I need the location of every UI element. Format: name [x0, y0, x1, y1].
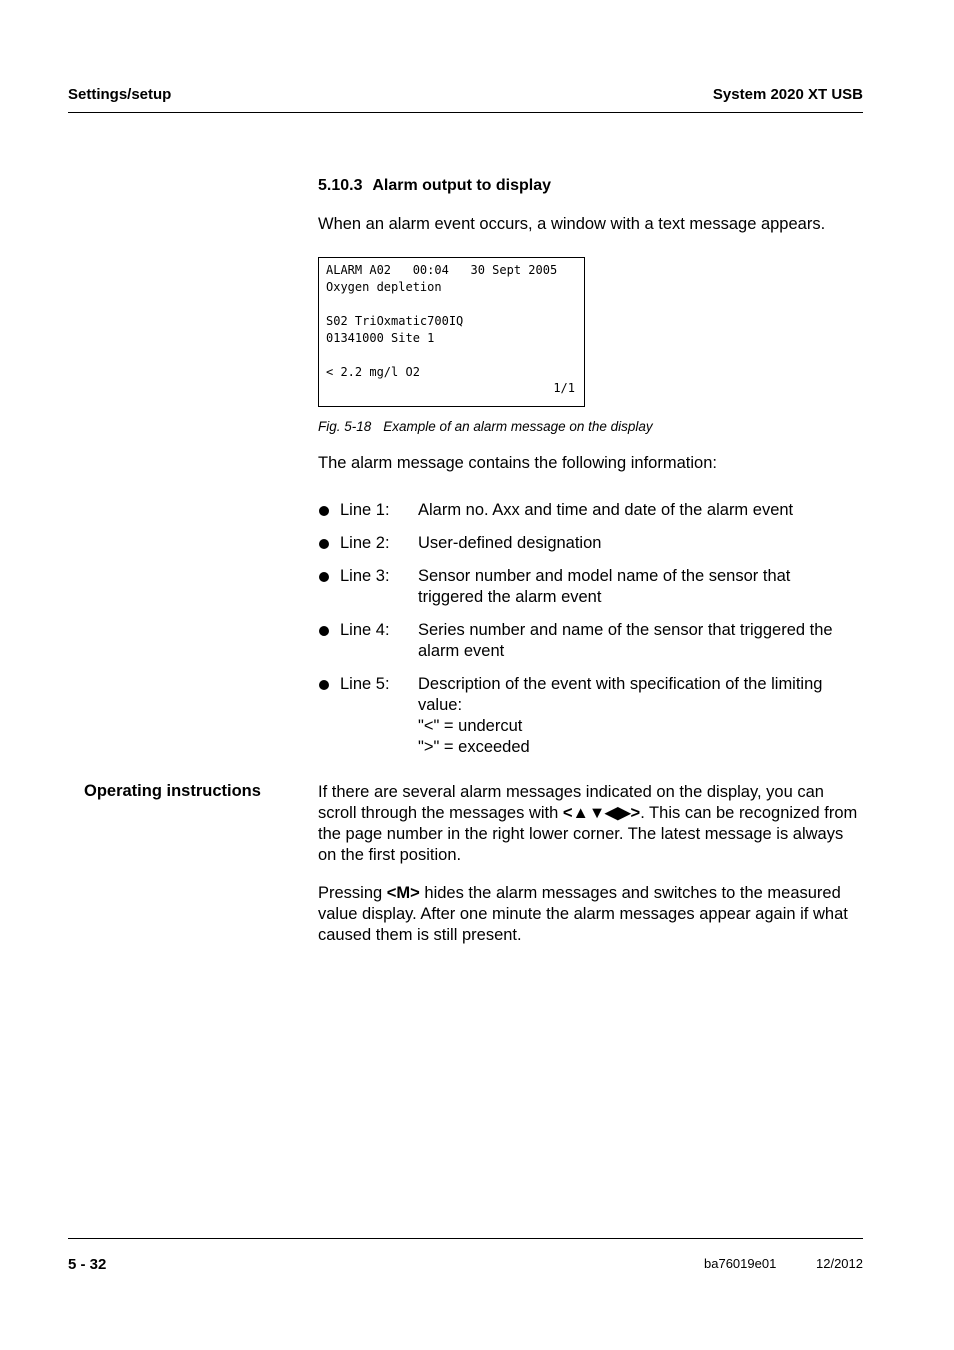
bullet-text: Alarm no. Axx and time and date of the alarm event [418, 501, 794, 519]
bullet-label: Line 1: [340, 501, 390, 519]
display-line: 01341000 Site 1 [326, 331, 435, 345]
bullet-text: Series number and name of the sensor that triggered the [418, 621, 833, 639]
list-item [318, 566, 863, 608]
bullet-text: User-defined designation [418, 534, 602, 552]
header-section-title: Settings/setup [68, 86, 172, 103]
bullet-text: value: [418, 696, 463, 714]
display-line: < 2.2 mg/l O2 [326, 365, 420, 379]
operating-paragraph-2 [318, 883, 863, 946]
list-item [318, 500, 863, 521]
arrow-keys-label: <▲▼◀▶> [562, 804, 641, 822]
bullet-label: Line 2: [340, 534, 390, 552]
bullet-icon [319, 506, 329, 516]
bullet-icon [319, 626, 329, 636]
list-item [318, 533, 863, 554]
display-line [326, 296, 584, 313]
bullet-label: Line 4: [340, 621, 390, 639]
bullet-text: triggered the alarm event [418, 588, 602, 606]
section-number: 5.10.3 [318, 177, 363, 194]
bullet-label: Line 3: [340, 567, 390, 585]
paragraph-text: If there are several alarm messages indicated on the display, you can scroll through the messages with [318, 783, 824, 822]
display-line [326, 347, 584, 364]
operating-instructions-heading: Operating instructions [84, 782, 261, 800]
bullet-icon [319, 572, 329, 582]
document-id: ba76019e01 [704, 1256, 777, 1271]
bullet-text: ">" = exceeded [418, 738, 530, 756]
figure-caption [318, 419, 653, 434]
list-item [318, 674, 863, 758]
bullet-list [318, 500, 863, 770]
paragraph-text: Pressing [318, 884, 387, 902]
section-heading [318, 177, 551, 195]
info-intro-paragraph: The alarm message contains the following information: [318, 454, 717, 472]
display-page-number: 1/1 [553, 381, 575, 395]
header-divider [68, 112, 863, 113]
figure-number: Fig. 5-18 [318, 419, 372, 434]
operating-paragraph-1 [318, 782, 863, 866]
header-product-name: System 2020 XT USB [712, 86, 863, 103]
paragraph-text: . This can be recognized from the page number in the right lower corner. The latest message is always on the first position. [318, 804, 858, 864]
bullet-icon [319, 680, 329, 690]
alarm-display-example [318, 257, 585, 407]
bullet-text: "<" = undercut [418, 717, 523, 735]
bullet-text: Sensor number and model name of the sensor that [418, 567, 791, 585]
intro-paragraph: When an alarm event occurs, a window with a text message appears. [318, 215, 826, 233]
display-line: ALARM A02 00:04 30 Sept 2005 [326, 263, 558, 277]
bullet-label: Line 5: [340, 675, 390, 693]
figure-caption-text: Example of an alarm message on the display [383, 419, 653, 434]
list-item [318, 620, 863, 662]
bullet-icon [319, 539, 329, 549]
page-number: 5 - 32 [68, 1256, 107, 1273]
section-title: Alarm output to display [372, 177, 552, 194]
document-date: 12/2012 [816, 1256, 863, 1271]
paragraph-text: hides the alarm messages and switches to the measured value display. After one minute the alarm messages appear again if what caused them is still present. [318, 884, 848, 944]
bullet-text: Description of the event with specification of the limiting [418, 675, 823, 693]
bullet-text: alarm event [418, 642, 505, 660]
footer-divider [68, 1238, 863, 1239]
display-line: S02 TriOxmatic700IQ [326, 314, 464, 328]
m-key-label: <M> [386, 884, 420, 902]
display-line: Oxygen depletion [326, 280, 442, 294]
